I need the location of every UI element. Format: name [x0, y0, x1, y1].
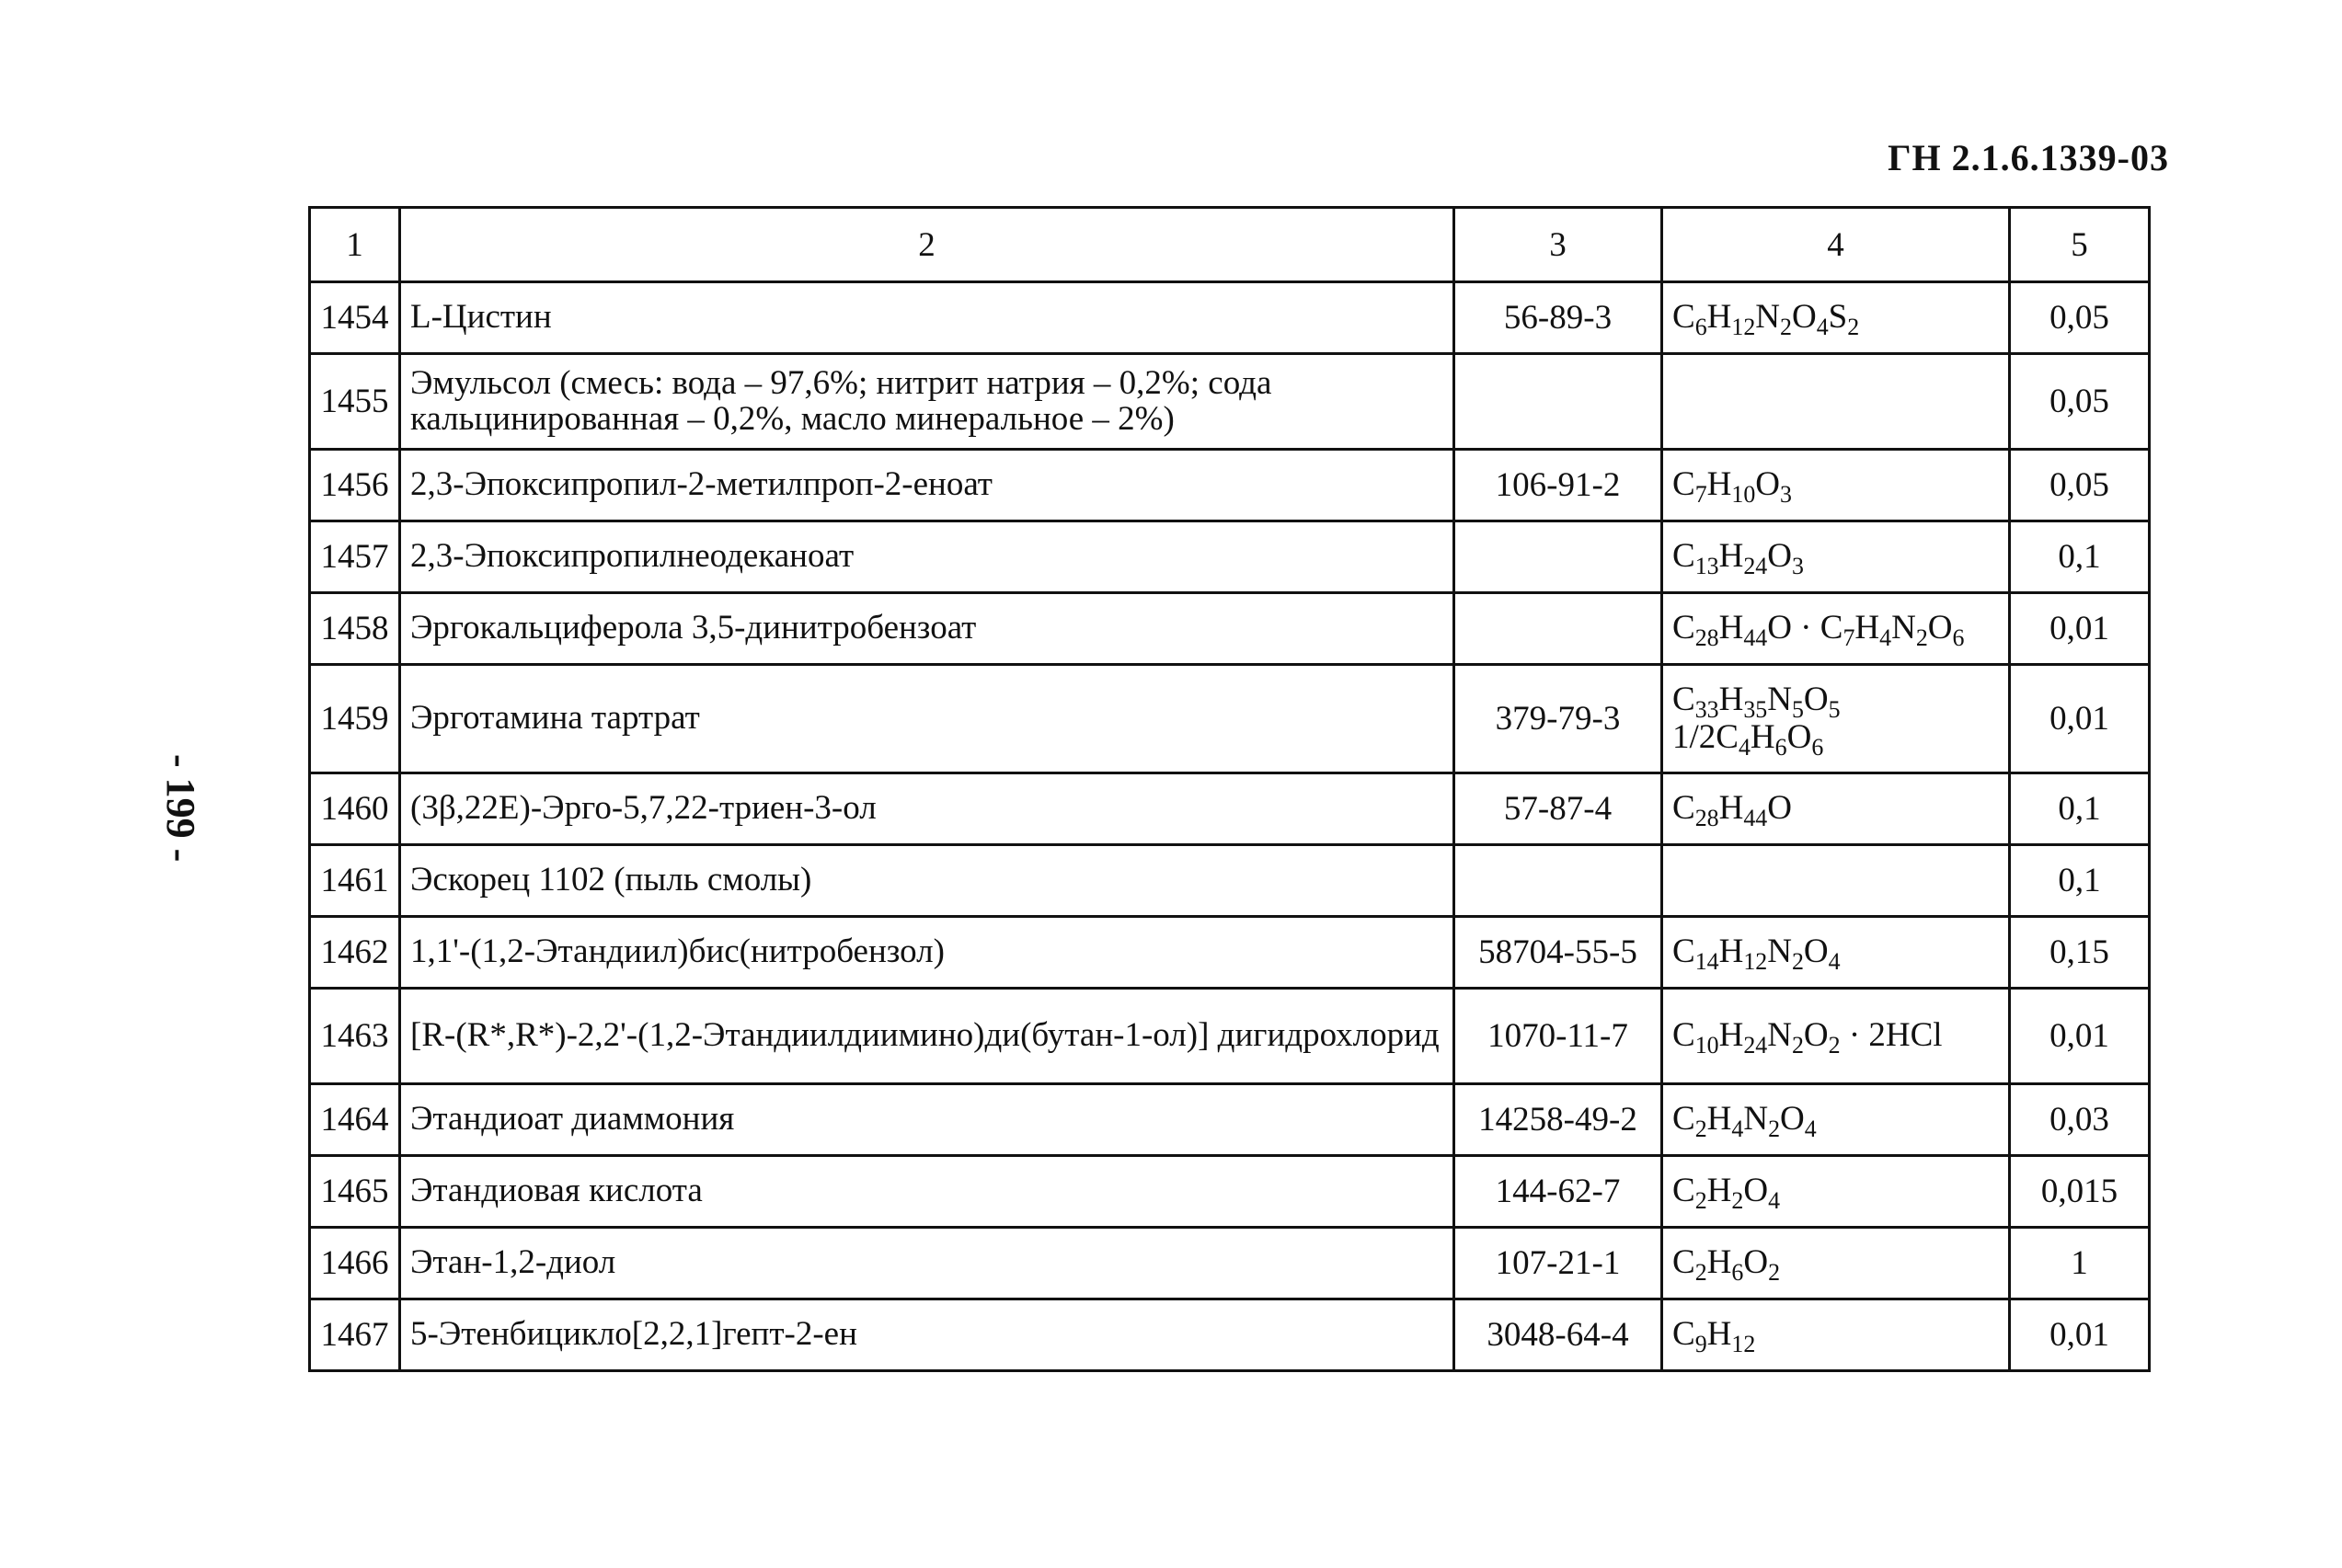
cas-number: 3048-64-4	[1454, 1299, 1662, 1371]
limit-value: 0,01	[2010, 665, 2150, 773]
chemical-formula: $C_{14}H_{12}N_2O_4$	[1662, 917, 2010, 989]
chemical-formula	[1662, 845, 2010, 917]
chemical-formula	[1662, 354, 2010, 450]
substance-name: Эргокальциферола 3,5-динитробензоат	[400, 593, 1454, 665]
table-row	[310, 917, 2150, 989]
chemical-formula: $C_2H_4N_2O_4$	[1662, 1084, 2010, 1156]
table-row	[310, 450, 2150, 521]
cas-number: 58704-55-5	[1454, 917, 1662, 989]
table-header-row	[310, 208, 2150, 282]
substance-name: Эскорец 1102 (пыль смолы)	[400, 845, 1454, 917]
cas-number: 56-89-3	[1454, 282, 1662, 354]
table-row	[310, 521, 2150, 593]
row-number: 1454	[310, 282, 400, 354]
table-row	[310, 989, 2150, 1084]
table-row	[310, 845, 2150, 917]
cas-number: 107-21-1	[1454, 1228, 1662, 1299]
row-number: 1456	[310, 450, 400, 521]
limit-value: 0,03	[2010, 1084, 2150, 1156]
table-row	[310, 1156, 2150, 1228]
table-row	[310, 665, 2150, 773]
chemical-formula: $C_2H_6O_2$	[1662, 1228, 2010, 1299]
limit-value: 0,1	[2010, 845, 2150, 917]
row-number: 1466	[310, 1228, 400, 1299]
row-number: 1464	[310, 1084, 400, 1156]
cas-number: 379-79-3	[1454, 665, 1662, 773]
substances-table	[308, 206, 2151, 1372]
cas-number	[1454, 845, 1662, 917]
chemical-formula: $C_2H_2O_4$	[1662, 1156, 2010, 1228]
cas-number	[1454, 593, 1662, 665]
cas-number: 14258-49-2	[1454, 1084, 1662, 1156]
table-row	[310, 1228, 2150, 1299]
row-number: 1462	[310, 917, 400, 989]
chemical-formula: $C_6H_{12}N_2O_4S_2$	[1662, 282, 2010, 354]
substance-name: Этандиоат диаммония	[400, 1084, 1454, 1156]
column-header: 3	[1454, 208, 1662, 282]
chemical-formula: $C_{28}H_{44}O \cdot C_7H_4N_2O_6$	[1662, 593, 2010, 665]
limit-value: 0,01	[2010, 1299, 2150, 1371]
column-header: 5	[2010, 208, 2150, 282]
row-number: 1463	[310, 989, 400, 1084]
table-row	[310, 282, 2150, 354]
chemical-formula: $C_{33}H_{35}N_5O_5$ $1/2C_4H_6O_6$	[1662, 665, 2010, 773]
substance-name: [R-(R*,R*)-2,2'-(1,2-Этандиилдиимино)ди(бутан-1-ол)] дигидрохлорид	[400, 989, 1454, 1084]
substance-name: (3β,22E)-Эрго-5,7,22-триен-3-ол	[400, 773, 1454, 845]
limit-value: 0,01	[2010, 989, 2150, 1084]
row-number: 1460	[310, 773, 400, 845]
limit-value: 0,015	[2010, 1156, 2150, 1228]
substance-name: 5-Этенбицикло[2,2,1]гепт-2-ен	[400, 1299, 1454, 1371]
table-row	[310, 593, 2150, 665]
table-body	[310, 282, 2150, 1371]
row-number: 1465	[310, 1156, 400, 1228]
limit-value: 0,05	[2010, 282, 2150, 354]
substance-name: Эмульсол (смесь: вода – 97,6%; нитрит натрия – 0,2%; сода кальцинированная – 0,2%, масло минеральное – 2%)	[400, 354, 1454, 450]
limit-value: 0,05	[2010, 450, 2150, 521]
chemical-formula: $C_7H_{10}O_3$	[1662, 450, 2010, 521]
row-number: 1459	[310, 665, 400, 773]
column-header: 1	[310, 208, 400, 282]
page-number: - 199 -	[158, 754, 203, 863]
chemical-formula: $C_{28}H_{44}O$	[1662, 773, 2010, 845]
limit-value: 1	[2010, 1228, 2150, 1299]
substance-name: 2,3-Эпоксипропилнеодеканоат	[400, 521, 1454, 593]
cas-number: 57-87-4	[1454, 773, 1662, 845]
substance-name: L-Цистин	[400, 282, 1454, 354]
limit-value: 0,15	[2010, 917, 2150, 989]
table-row	[310, 1299, 2150, 1371]
limit-value: 0,1	[2010, 521, 2150, 593]
table-row	[310, 773, 2150, 845]
substance-name: 2,3-Эпоксипропил-2-метилпроп-2-еноат	[400, 450, 1454, 521]
chemical-formula: $C_{10}H_{24}N_2O_2 \cdot 2HCl$	[1662, 989, 2010, 1084]
limit-value: 0,1	[2010, 773, 2150, 845]
column-header: 2	[400, 208, 1454, 282]
cas-number: 1070-11-7	[1454, 989, 1662, 1084]
chemical-formula: $C_9H_{12}$	[1662, 1299, 2010, 1371]
cas-number: 106-91-2	[1454, 450, 1662, 521]
limit-value: 0,01	[2010, 593, 2150, 665]
document-code: ГН 2.1.6.1339-03	[1888, 137, 2169, 178]
table-row	[310, 354, 2150, 450]
cas-number	[1454, 354, 1662, 450]
limit-value: 0,05	[2010, 354, 2150, 450]
column-header: 4	[1662, 208, 2010, 282]
row-number: 1457	[310, 521, 400, 593]
substance-name: 1,1'-(1,2-Этандиил)бис(нитробензол)	[400, 917, 1454, 989]
row-number: 1461	[310, 845, 400, 917]
chemical-formula: $C_{13}H_{24}O_3$	[1662, 521, 2010, 593]
substance-name: Этан-1,2-диол	[400, 1228, 1454, 1299]
table-row	[310, 1084, 2150, 1156]
row-number: 1458	[310, 593, 400, 665]
row-number: 1467	[310, 1299, 400, 1371]
substance-name: Этандиовая кислота	[400, 1156, 1454, 1228]
cas-number	[1454, 521, 1662, 593]
substance-name: Эрготамина тартрат	[400, 665, 1454, 773]
cas-number: 144-62-7	[1454, 1156, 1662, 1228]
row-number: 1455	[310, 354, 400, 450]
